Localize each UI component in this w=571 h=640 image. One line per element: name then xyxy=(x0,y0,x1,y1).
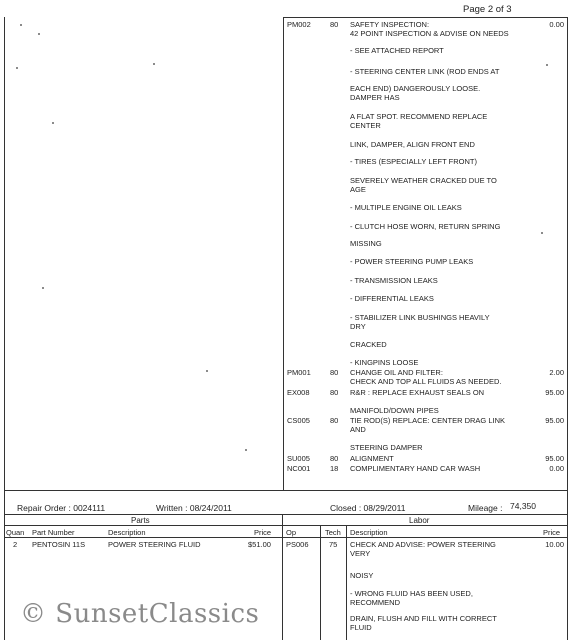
line-description: CRACKED xyxy=(350,340,387,349)
line-description: CHANGE OIL AND FILTER: xyxy=(350,368,443,377)
line-description: MISSING xyxy=(350,239,382,248)
line-description: - STEERING CENTER LINK (ROD ENDS AT xyxy=(350,67,500,76)
labor-description: - WRONG FLUID HAS BEEN USED, xyxy=(350,589,473,598)
labor-header-price: Price xyxy=(543,528,561,537)
line-tech: 80 xyxy=(330,20,339,29)
line-description: DAMPER HAS xyxy=(350,93,400,102)
scan-speck xyxy=(206,370,208,372)
labor-description: DRAIN, FLUSH AND FILL WITH CORRECT xyxy=(350,614,497,623)
closed-date: Closed : 08/29/2011 xyxy=(330,503,406,513)
parts-row-quan: 2 xyxy=(13,540,18,549)
labor-header-tech: Tech xyxy=(325,528,341,537)
order-bar-bottom-rule xyxy=(4,514,568,515)
labor-op-divider xyxy=(320,525,321,640)
parts-row-price: $51.00 xyxy=(248,540,271,549)
line-description: STEERING DAMPER xyxy=(350,443,423,452)
line-description: A FLAT SPOT. RECOMMEND REPLACE xyxy=(350,112,488,121)
upper-bottom-rule xyxy=(4,490,568,491)
page-number: Page 2 of 3 xyxy=(463,4,512,15)
labor-description: FLUID xyxy=(350,623,372,632)
lower-right-rule xyxy=(567,490,568,640)
outer-right-rule xyxy=(567,17,568,491)
labor-header-op: Op xyxy=(286,528,297,537)
line-description: ALIGNMENT xyxy=(350,454,394,463)
line-description: - POWER STEERING PUMP LEAKS xyxy=(350,257,474,266)
repair-order: Repair Order : 0024111 xyxy=(17,503,106,513)
line-description: - TRANSMISSION LEAKS xyxy=(350,276,438,285)
scan-speck xyxy=(42,287,44,289)
line-description: AND xyxy=(350,425,366,434)
mileage-label: Mileage : xyxy=(468,503,503,513)
labor-price: 10.00 xyxy=(545,540,564,549)
scan-speck xyxy=(52,122,54,124)
labor-tech: 75 xyxy=(329,540,338,549)
line-description: - TIRES (ESPECIALLY LEFT FRONT) xyxy=(350,157,477,166)
line-price: 95.00 xyxy=(545,454,564,463)
line-description: COMPLIMENTARY HAND CAR WASH xyxy=(350,464,481,473)
scan-speck xyxy=(153,63,155,65)
line-description: - CLUTCH HOSE WORN, RETURN SPRING xyxy=(350,222,501,231)
line-price: 0.00 xyxy=(549,464,564,473)
line-description: CHECK AND TOP ALL FLUIDS AS NEEDED. xyxy=(350,377,502,386)
labor-description: VERY xyxy=(350,549,371,558)
scan-speck xyxy=(20,24,22,26)
parts-row-part-number: PENTOSIN 11S xyxy=(32,540,86,549)
line-description: AGE xyxy=(350,185,366,194)
line-description: TIE ROD(S) REPLACE: CENTER DRAG LINK xyxy=(350,416,506,425)
line-price: 2.00 xyxy=(549,368,564,377)
line-tech: 18 xyxy=(330,464,339,473)
line-tech: 80 xyxy=(330,368,339,377)
scan-speck xyxy=(16,67,18,69)
mileage-value: 74,350 xyxy=(510,501,536,511)
line-description: SAFETY INSPECTION: xyxy=(350,20,430,29)
labor-description: CHECK AND ADVISE: POWER STEERING xyxy=(350,540,496,549)
lower-left-rule xyxy=(4,490,5,640)
upper-top-rule xyxy=(283,17,568,18)
labor-header-description: Description xyxy=(350,528,388,537)
line-description: - MULTIPLE ENGINE OIL LEAKS xyxy=(350,203,462,212)
parts-header-part-number: Part Number xyxy=(32,528,75,537)
scan-speck xyxy=(541,232,543,234)
section-title-rule xyxy=(4,525,568,526)
parts-section-title: Parts xyxy=(131,516,150,525)
line-price: 0.00 xyxy=(549,20,564,29)
parts-labor-divider xyxy=(282,514,283,640)
line-description: - STABILIZER LINK BUSHINGS HEAVILY xyxy=(350,313,490,322)
line-op-code: EX008 xyxy=(287,388,310,397)
scan-speck xyxy=(546,64,548,66)
labor-description: NOISY xyxy=(350,571,374,580)
line-op-code: NC001 xyxy=(287,464,311,473)
line-description: - KINGPINS LOOSE xyxy=(350,358,419,367)
line-op-code: CS005 xyxy=(287,416,310,425)
line-description: MANIFOLD/DOWN PIPES xyxy=(350,406,439,415)
written-date: Written : 08/24/2011 xyxy=(156,503,232,513)
line-op-code: SU005 xyxy=(287,454,310,463)
line-description: - SEE ATTACHED REPORT xyxy=(350,46,444,55)
upper-left-rule xyxy=(283,17,284,491)
scan-speck xyxy=(38,33,40,35)
labor-tech-divider xyxy=(346,525,347,640)
outer-left-rule xyxy=(4,17,5,491)
line-description: DRY xyxy=(350,322,366,331)
copyright-watermark: © SunsetClassics xyxy=(20,599,260,629)
line-tech: 80 xyxy=(330,416,339,425)
labor-section-title: Labor xyxy=(409,516,430,525)
column-header-rule xyxy=(4,537,568,538)
line-description: R&R : REPLACE EXHAUST SEALS ON xyxy=(350,388,485,397)
line-description: 42 POINT INSPECTION & ADVISE ON NEEDS xyxy=(350,29,509,38)
line-op-code: PM002 xyxy=(287,20,311,29)
labor-description: RECOMMEND xyxy=(350,598,400,607)
line-description: CENTER xyxy=(350,121,381,130)
parts-header-price: Price xyxy=(254,528,272,537)
line-description: SEVERELY WEATHER CRACKED DUE TO xyxy=(350,176,497,185)
line-tech: 80 xyxy=(330,388,339,397)
line-price: 95.00 xyxy=(545,416,564,425)
labor-op-code: PS006 xyxy=(286,540,309,549)
scan-speck xyxy=(245,449,247,451)
line-op-code: PM001 xyxy=(287,368,311,377)
line-price: 95.00 xyxy=(545,388,564,397)
line-description: EACH END) DANGEROUSLY LOOSE. xyxy=(350,84,481,93)
line-description: - DIFFERENTIAL LEAKS xyxy=(350,294,434,303)
parts-header-quan: Quan xyxy=(6,528,25,537)
parts-header-description: Description xyxy=(108,528,146,537)
parts-row-description: POWER STEERING FLUID xyxy=(108,540,201,549)
line-description: LINK, DAMPER, ALIGN FRONT END xyxy=(350,140,475,149)
line-tech: 80 xyxy=(330,454,339,463)
